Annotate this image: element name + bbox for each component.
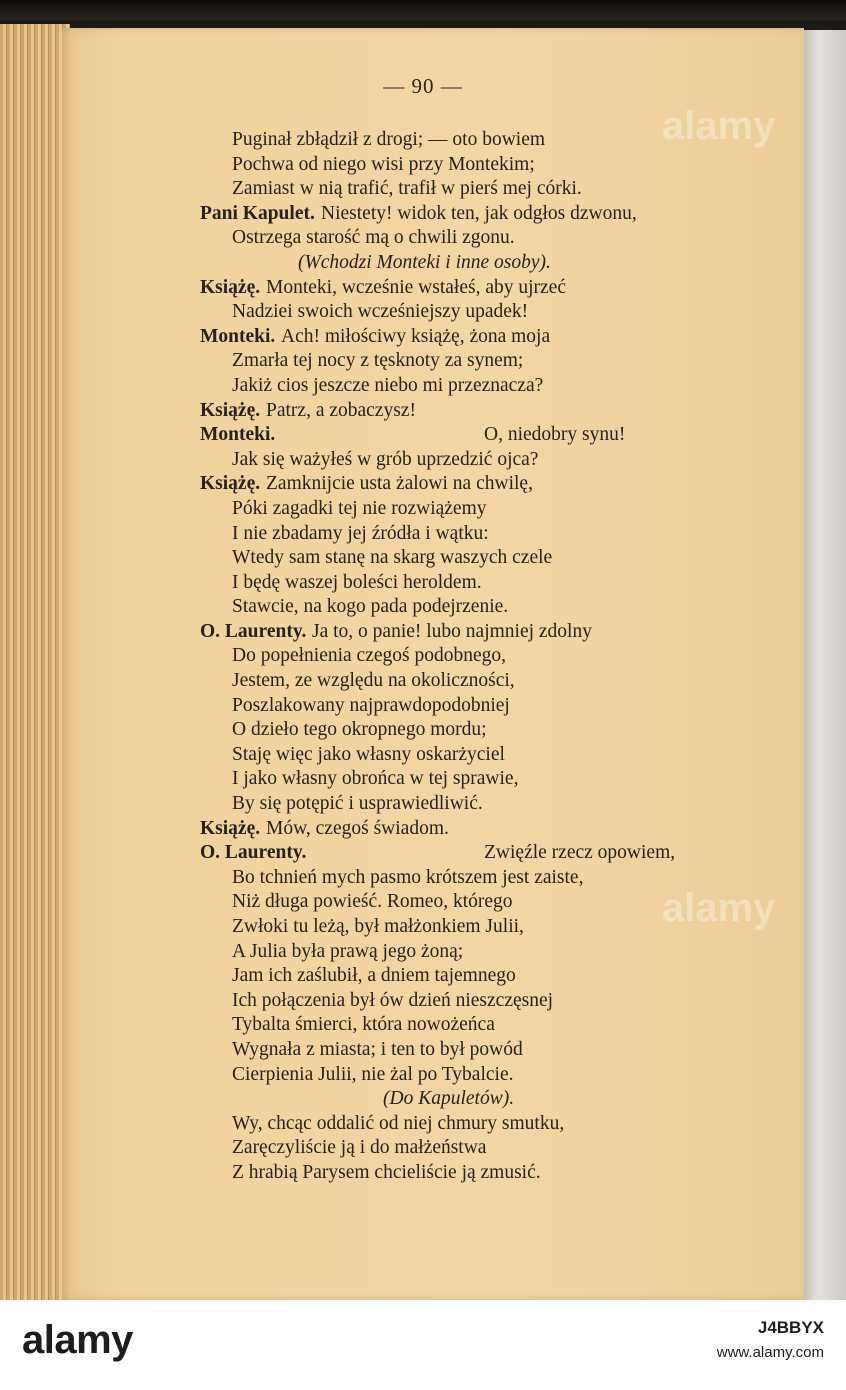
- stage-direction: (Wchodzi Monteki i inne osoby).: [298, 251, 551, 273]
- verse-text: Poszlakowany najprawdopodobniej: [232, 694, 510, 716]
- speaker-name: Monteki.: [200, 325, 276, 347]
- text-line: [0, 644, 846, 669]
- verse-text: Wy, chcąc oddalić od niej chmury smutku,: [232, 1112, 565, 1134]
- text-line: [0, 792, 846, 817]
- verse-text: Wtedy sam stanę na skarg waszych czele: [232, 547, 553, 569]
- text-line: [0, 841, 846, 866]
- text-line: [0, 522, 846, 547]
- speaker-name: Książę.: [200, 399, 261, 421]
- text-line: [0, 964, 846, 989]
- text-line: [0, 620, 846, 645]
- speaker-name: Książę.: [200, 817, 261, 839]
- text-line: [0, 497, 846, 522]
- verse-text: Niż długa powieść. Romeo, którego: [232, 891, 513, 913]
- text-line: [0, 1013, 846, 1038]
- verse-text: Zwięźle rzecz opowiem,: [484, 842, 676, 864]
- text-line: [0, 325, 846, 350]
- verse-text: By się potępić i usprawiedliwić.: [232, 793, 483, 815]
- verse-text: Jakiż cios jeszcze niebo mi przeznacza?: [232, 374, 544, 396]
- text-line: [0, 349, 846, 374]
- text-line: [0, 1161, 846, 1186]
- verse-text: Nadziei swoich wcześniejszy upadek!: [232, 301, 529, 323]
- verse-text: Ach! miłościwy książę, żona moja: [281, 325, 551, 347]
- text-line: [0, 226, 846, 251]
- verse-text: Jak się ważyłeś w grób uprzedzić ojca?: [232, 448, 539, 470]
- verse-text: Z hrabią Parysem chcieliście ją zmusić.: [232, 1161, 541, 1183]
- text-line: [0, 669, 846, 694]
- speaker-name: Monteki.: [200, 424, 276, 446]
- verse-text: Jam ich zaślubił, a dniem tajemnego: [232, 965, 516, 987]
- text-line: [0, 177, 846, 202]
- text-line: [0, 767, 846, 792]
- verse-text: Zamknijcie usta żalowi na chwilę,: [266, 473, 533, 495]
- verse-text: Monteki, wcześnie wstałeś, aby ujrzeć: [266, 276, 566, 298]
- verse-text: O, niedobry synu!: [484, 424, 626, 446]
- text-line: [0, 399, 846, 424]
- text-line: [0, 472, 846, 497]
- book-cover-edge: [0, 0, 846, 20]
- verse-text: Zmarła tej nocy z tęsknoty za synem;: [232, 350, 524, 372]
- speaker-name: O. Laurenty.: [200, 842, 307, 864]
- verse-text: Ostrzega starość mą o chwili zgonu.: [232, 227, 515, 249]
- verse-text: Niestety! widok ten, jak odgłos dzwonu,: [321, 202, 637, 224]
- verse-text: Zwłoki tu leżą, był małżonkiem Julii,: [232, 916, 524, 937]
- text-line: [0, 571, 846, 596]
- watermark-image-id: J4BBYX: [757, 1318, 824, 1337]
- verse-text: Do popełnienia czegoś podobnego,: [232, 645, 507, 667]
- verse-text: O dzieło tego okropnego mordu;: [232, 719, 487, 741]
- watermark-logo: alamy: [22, 1318, 133, 1362]
- verse-text: Tybalta śmierci, która nowożeńca: [232, 1014, 495, 1036]
- text-line: [0, 989, 846, 1014]
- text-line: [0, 448, 846, 473]
- text-line: [0, 817, 846, 842]
- verse-text: Mów, czegoś świadom.: [266, 817, 449, 839]
- text-line: [0, 276, 846, 301]
- text-line: [0, 940, 846, 965]
- verse-text: Ich połączenia był ów dzień nieszczęsnej: [232, 989, 554, 1011]
- text-line: [0, 694, 846, 719]
- text-line: [0, 1087, 846, 1112]
- verse-text: Patrz, a zobaczysz!: [266, 399, 416, 421]
- verse-text: Stawcie, na kogo pada podejrzenie.: [232, 596, 509, 618]
- page-number: — 90 —: [383, 74, 463, 98]
- text-line: [0, 1038, 846, 1063]
- text-line: [0, 374, 846, 399]
- verse-text: Puginał zbłądził z drogi; — oto bowiem: [232, 129, 546, 150]
- text-line: [0, 1136, 846, 1161]
- verse-text: Ja to, o panie! lubo najmniej zdolny: [312, 620, 592, 642]
- verse-text: Póki zagadki tej nie rozwiążemy: [232, 497, 487, 519]
- verse-text: Wygnała z miasta; i ten to był powód: [232, 1038, 523, 1060]
- verse-text: Pochwa od niego wisi przy Montekim;: [232, 153, 535, 175]
- text-line: [0, 743, 846, 768]
- verse-text: Cierpienia Julii, nie żal po Tybalcie.: [232, 1063, 514, 1085]
- text-line: [0, 423, 846, 448]
- text-line: [0, 251, 846, 276]
- verse-text: I będę waszej boleści heroldem.: [232, 571, 482, 593]
- verse-text: Zaręczyliście ją i do małżeństwa: [232, 1137, 487, 1159]
- text-line: [0, 153, 846, 178]
- speaker-name: O. Laurenty.: [200, 620, 307, 642]
- text-line: [0, 718, 846, 743]
- watermark-url: www.alamy.com: [716, 1344, 824, 1361]
- verse-text: Staję więc jako własny oskarżyciel: [232, 743, 505, 765]
- verse-text: Zamiast w nią trafić, trafił w pierś mej córki.: [232, 178, 582, 200]
- verse-text: Jestem, ze względu na okoliczności,: [232, 670, 515, 692]
- verse-text: I jako własny obrońca w tej sprawie,: [232, 768, 519, 790]
- watermark-overlay: alamy: [662, 886, 776, 930]
- text-line: [0, 202, 846, 227]
- text-line: [0, 595, 846, 620]
- verse-text: A Julia była prawą jego żoną;: [232, 940, 464, 962]
- watermark-overlay: alamy: [662, 104, 776, 148]
- stage-direction: (Do Kapuletów).: [383, 1088, 515, 1110]
- speaker-name: Książę.: [200, 276, 261, 298]
- text-line: [0, 1063, 846, 1088]
- text-line: [0, 300, 846, 325]
- text-line: [0, 1112, 846, 1137]
- verse-text: I nie zbadamy jej źródła i wątku:: [232, 522, 489, 544]
- speaker-name: Pani Kapulet.: [200, 202, 315, 224]
- speaker-name: Książę.: [200, 473, 261, 495]
- play-text: [0, 128, 846, 1186]
- verse-text: Bo tchnień mych pasmo krótszem jest zaiste,: [232, 866, 584, 888]
- text-line: [0, 546, 846, 571]
